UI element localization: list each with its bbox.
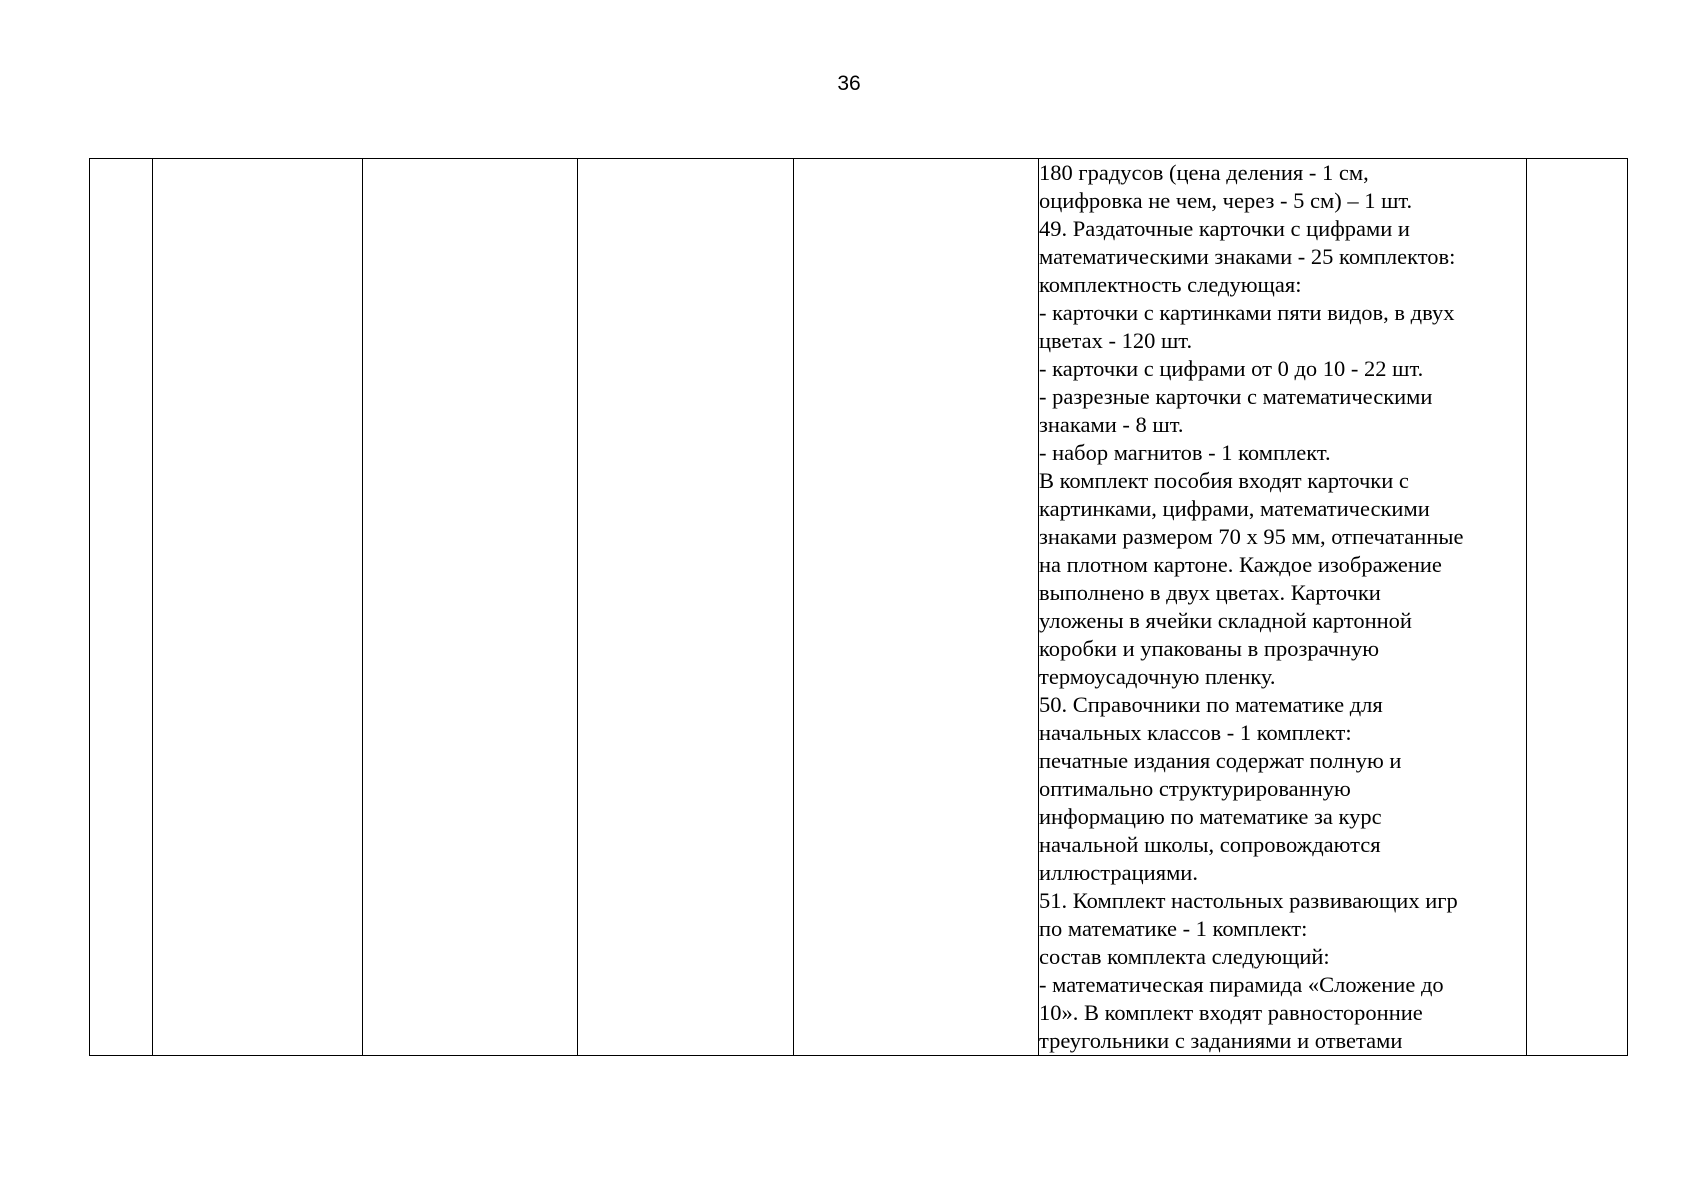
number-cell xyxy=(90,159,153,1056)
description-line: термоусадочную пленку. xyxy=(1039,664,1276,689)
description-line: начальных классов - 1 комплект: xyxy=(1039,720,1352,745)
description-line: - карточки с цифрами от 0 до 10 - 22 шт. xyxy=(1039,356,1424,381)
description-line: цветах - 120 шт. xyxy=(1039,328,1193,353)
description-line: информацию по математике за курс xyxy=(1039,804,1382,829)
description-line: 50. Справочники по математике для xyxy=(1039,692,1383,717)
table-row xyxy=(90,159,1628,1056)
description-line: - математическая пирамида «Сложение до xyxy=(1039,972,1444,997)
description-line: печатные издания содержат полную и xyxy=(1039,748,1402,773)
page-number: 36 xyxy=(837,72,861,95)
description-line: 49. Раздаточные карточки с цифрами и xyxy=(1039,216,1410,241)
description-line: начальной школы, сопровождаются xyxy=(1039,832,1381,857)
description-line: - карточки с картинками пяти видов, в двух xyxy=(1039,300,1455,325)
description-line: В комплект пособия входят карточки с xyxy=(1039,468,1409,493)
column-4-cell xyxy=(578,159,794,1056)
description-line: 51. Комплект настольных развивающих игр xyxy=(1039,888,1458,913)
description-line: треугольники с заданиями и ответами xyxy=(1039,1028,1403,1053)
description-line: - набор магнитов - 1 комплект. xyxy=(1039,440,1331,465)
description-line: картинками, цифрами, математическими xyxy=(1039,496,1430,521)
column-3-cell xyxy=(363,159,578,1056)
description-line: выполнено в двух цветах. Карточки xyxy=(1039,580,1381,605)
description-line: знаками размером 70 х 95 мм, отпечатанные xyxy=(1039,524,1464,549)
description-line: оптимально структурированную xyxy=(1039,776,1351,801)
equipment-table xyxy=(89,158,1628,1056)
description-line: - разрезные карточки с математическими xyxy=(1039,384,1433,409)
description-line: комплектность следующая: xyxy=(1039,272,1302,297)
subject-cell xyxy=(153,159,363,1056)
description-line: на плотном картоне. Каждое изображение xyxy=(1039,552,1442,577)
description-line: по математике - 1 комплект: xyxy=(1039,916,1308,941)
description-line: оцифровка не чем, через - 5 см) – 1 шт. xyxy=(1039,188,1413,213)
column-5-cell xyxy=(794,159,1039,1056)
description-line: 180 градусов (цена деления - 1 см, xyxy=(1039,160,1369,185)
description-line: уложены в ячейки складной картонной xyxy=(1039,608,1412,633)
description-line: знаками - 8 шт. xyxy=(1039,412,1184,437)
description-line: 10». В комплект входят равносторонние xyxy=(1039,1000,1423,1025)
description-line: состав комплекта следующий: xyxy=(1039,944,1330,969)
description-line: иллюстрациями. xyxy=(1039,860,1198,885)
note-cell xyxy=(1527,159,1628,1056)
description-cell xyxy=(1039,159,1527,1056)
description-line: коробки и упакованы в прозрачную xyxy=(1039,636,1380,661)
description-line: математическими знаками - 25 комплектов: xyxy=(1039,244,1456,269)
